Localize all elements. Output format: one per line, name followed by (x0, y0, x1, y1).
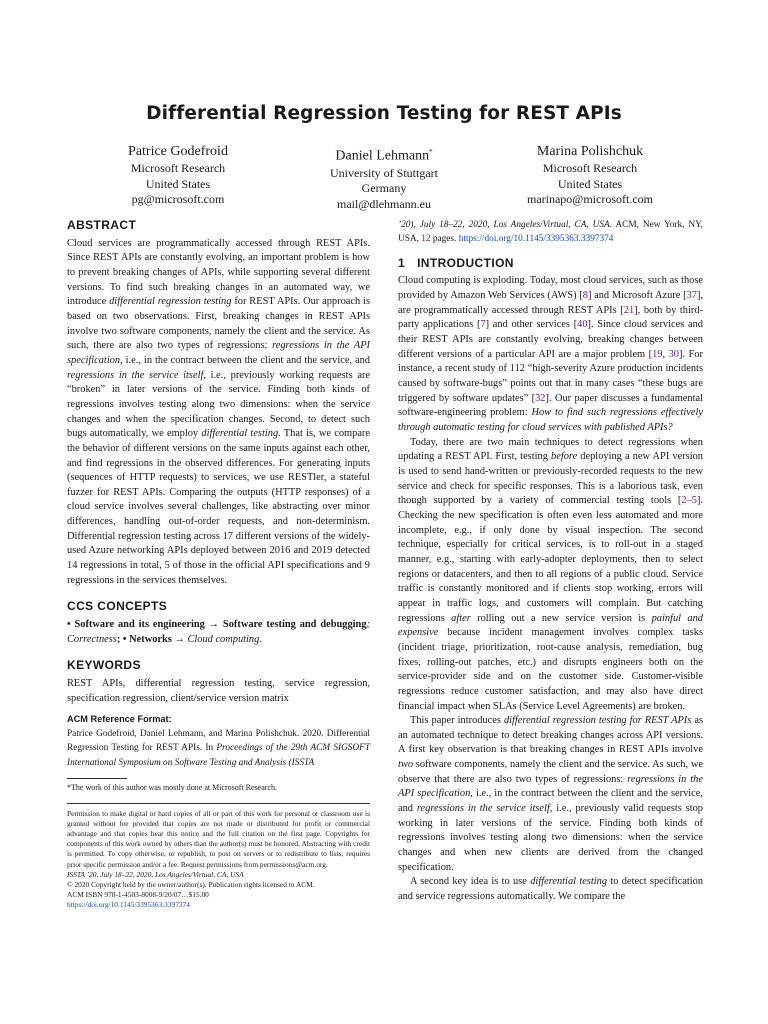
abstract-text: Cloud services are programmatically accessed through REST APIs. Since REST APIs are constantly evolving, an important problem is how to prevent breaking changes of APIs, while supporting several different versions. To find such breaking changes in an automated way, we introduce differential regression testing for REST APIs. Our approach is based on two observations. First, breaking changes in REST APIs involve two software components, namely the client and the service. As such, there are also two types of regressions: regressions in the API specification, i.e., in the contract between the client and the service, and regressions in the service itself, i.e., previously working requests are “broken” in later versions of the service. Finding both kinds of regressions involves testing along two dimensions: when the service changes and when the specification changes. Second, to detect such bugs automatically, we employ differential testing. That is, we compare the behavior of different versions on the same inputs against each other, and find regressions in the observed differences. For generating inputs (sequences of HTTP requests) to services, we use RESTler, a stateful fuzzer for REST APIs. Comparing the outputs (HTTP responses) of a cloud service involves several challenges, like abstracting over minor differences, handling out-of-order requests, and non-determinism. Differential regression testing across 17 different versions of the widely-used Azure networking APIs deployed between 2016 and 2019 detected 14 regressions in total, 5 of those in the official API specifications and 9 regressions in the services themselves. (67, 237, 370, 586)
author-email: pg@microsoft.com (131, 192, 225, 206)
left-column (67, 218, 370, 911)
author-affiliation: Microsoft Research (130, 161, 226, 175)
author-block (470, 143, 710, 208)
author-email: marinapo@microsoft.com (526, 192, 654, 206)
doi-link[interactable]: https://doi.org/10.1145/3395363.3397374 (67, 900, 190, 910)
intro-paragraph: A second key idea is to use differential testing to detect specification and service regressions automatically. We compare the (398, 876, 704, 903)
ccs-text: • Software and its engineering → Software testing and debugging; Correctness; • Networks → Cloud computing. (67, 619, 370, 645)
citation-link[interactable]: 30 (668, 348, 679, 360)
author-country: United States (557, 176, 623, 191)
keywords-heading: KEYWORDS (67, 658, 141, 673)
intro-paragraph: This paper introduces differential regression testing for REST APIs as an automated technique to detect breaking changes across API versions. A first key observation is that breaking changes in REST APIs involve two software components, namely the client and the service. As such, we observe that there are also two types of regressions: regressions in the API specification, i.e., in the contract between the client and the service, and regressions in the service itself, i.e., previously valid requests stop working in later versions of the service. Finding both kinds of regressions involves testing along two dimensions: when the service changes and when new clients are derived from the changed specification. (398, 715, 703, 873)
right-column (398, 218, 703, 905)
citation-link[interactable]: 8 (582, 290, 588, 302)
author-email: mail@dlehmann.eu (336, 196, 432, 211)
copyright-line: © 2020 Copyright held by the owner/author(s). Publication rights licensed to ACM. (67, 880, 315, 890)
author-country: Germany (361, 181, 407, 196)
venue-line: ISSTA ’20, July 18–22, 2020, Los Angeles/Virtual, CA, USA (67, 869, 244, 879)
abstract-heading: ABSTRACT (67, 218, 137, 232)
paper-title: Differential Regression Testing for REST APIs (146, 103, 622, 124)
citation-link[interactable]: 32 (535, 392, 546, 404)
author-name: Marina Polishchuk (536, 144, 644, 159)
author-block (58, 143, 298, 208)
citation-link[interactable]: 21 (623, 304, 635, 316)
author-footnote: *The work of this author was mostly done at Microsoft Research. (67, 783, 277, 793)
acm-reference-heading: ACM Reference Format: (67, 714, 172, 725)
citation-link[interactable]: 19 (652, 348, 663, 360)
acm-doi-link[interactable]: https://doi.org/10.1145/3395363.3397374 (458, 234, 614, 245)
citation-link[interactable]: 40 (577, 319, 588, 331)
ccs-heading: CCS CONCEPTS (67, 599, 168, 614)
author-affiliation: University of Stuttgart (330, 165, 438, 180)
author-block (264, 143, 504, 212)
citation-link[interactable]: 37 (686, 290, 697, 302)
acm-reference-continued: ’20), July 18–22, 2020, Los Angeles/Virtual, CA, USA. ACM, New York, NY, USA, 12 pages. https://doi.org/10.1145/3395363.3397374 (398, 220, 703, 245)
intro-paragraph: Cloud computing is exploding. Today, most cloud services, such as those provided by Amazon Web Services (AWS) [8] and Microsoft Azure [37], are programmatically accessed through REST APIs [21], both by third-party applications [7] and other services [40]. Since cloud services and their REST APIs are constantly evolving, breaking changes between different versions of a particular API are a major problem [19, 30]. For instance, a recent study of 112 “high-severity Azure production incidents caused by software-bugs” points out that in many cases “these bugs are triggered by software updates” [32]. Our paper discusses a fundamental software-engineering problem: How to find such regressions effectively through automatic testing for cloud services with published APIs? (398, 275, 703, 434)
isbn-line: ACM ISBN 978-1-4503-8008-9/20/07…$15.00 (67, 890, 209, 900)
intro-heading: 1 INTRODUCTION (398, 255, 514, 270)
acm-reference-text: Patrice Godefroid, Daniel Lehmann, and Marina Polishchuk. 2020. Differential Regression Testing for REST APIs. In Proceedings of the 29th ACM SIGSOFT International Symposium on Software Testing and Analysis (ISSTA (67, 729, 370, 768)
permission-notice: Permission to make digital or hard copies of all or part of this work for personal or classroom use is granted without fee provided that copies are not made or distributed for profit or commercial advantage and that copies bear this notice and the full citation on the first page. Copyrights for components of this work owned by others than the author(s) must be honored. Abstracting with credit is permitted. To copy otherwise, or republish, to post on servers or to redistribute to lists, requires prior specific permission and/or a fee. Request permissions from permissions@acm.org. (67, 808, 370, 869)
author-affiliation: Microsoft Research (542, 161, 638, 175)
author-name: Daniel Lehmann* (335, 148, 433, 164)
citation-link[interactable]: 7 (480, 319, 486, 331)
page-count-link[interactable]: 12 (421, 234, 431, 245)
citation-link[interactable]: 2–5 (681, 495, 697, 507)
intro-paragraph: Today, there are two main techniques to detect regressions when updating a REST API. First, testing before deploying a new API version is used to send hand-written or previously-recorded requests to the new service and check for specific responses. This is a laborious task, even though supported by a variety of commercial testing tools [2–5]. Checking the new specification is often even less automated and more incomplete, e.g., if only done by visual inspection. The second technique, especially for critical services, is to roll-out in a staged manner, e.g., starting with early-adopter deployments, then to select regions or datacenters, and then to all regions of a public cloud. Service traffic is constantly monitored and if clients stop working, errors will appear in traffic logs, and customers will complain. But catching regressions after rolling out a new service version is painful and expensive because incident management involves complex tasks (incident triage, prioritization, root-cause analysis, remediation, bug fixes, rolling-out patches, etc.) and disrupts engineers both on the service-provider side and on the customer side. Customer-visible regressions reduce customer satisfaction, and may also have direct financial impact when SLAs (Service Level Agreements) are broken. (398, 436, 703, 712)
author-country: United States (145, 176, 211, 191)
author-name: Patrice Godefroid (128, 144, 228, 159)
footnote-mark: * (429, 148, 433, 156)
keywords-text: REST APIs, differential regression testing, service regression, specification regression, client/service version matrix (67, 678, 370, 704)
